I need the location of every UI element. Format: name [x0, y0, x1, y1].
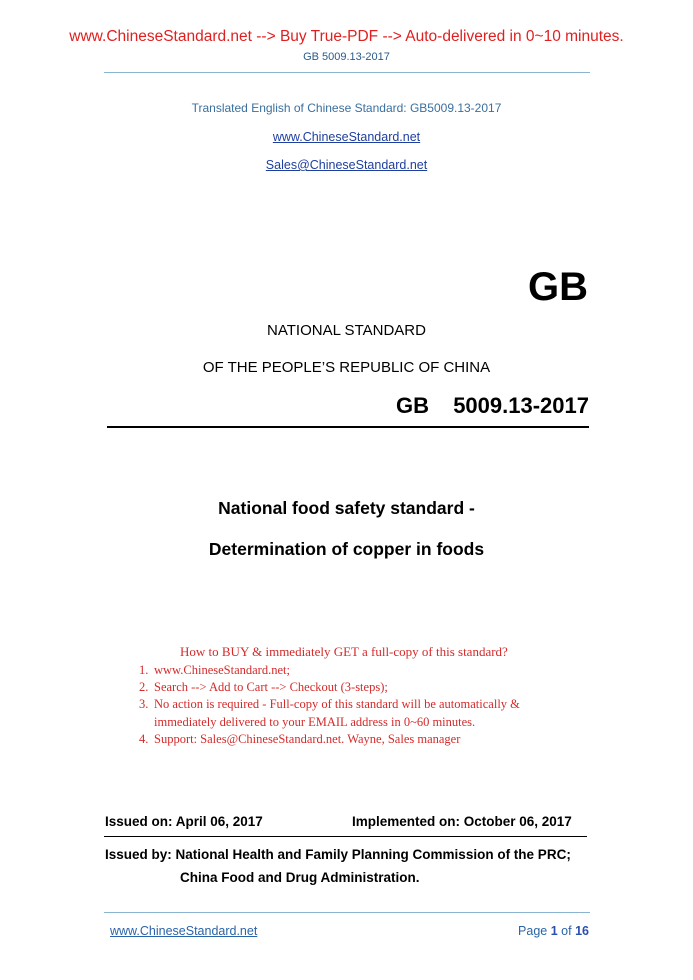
- purchase-step: 2. Search --> Add to Cart --> Checkout (3-steps);: [139, 680, 388, 695]
- implemented-on: Implemented on: October 06, 2017: [352, 814, 572, 829]
- purchase-step: immediately delivered to your EMAIL address in 0~60 minutes.: [154, 714, 476, 729]
- purchase-steps: [139, 662, 520, 748]
- email-link[interactable]: Sales@ChineseStandard.net: [265, 158, 428, 172]
- header-doc-code: GB 5009.13-2017: [303, 51, 390, 63]
- top-banner[interactable]: www.ChineseStandard.net --> Buy True-PDF --> Auto-delivered in 0~10 minutes.: [69, 28, 624, 45]
- prc-line: OF THE PEOPLE’S REPUBLIC OF CHINA: [202, 359, 491, 376]
- footer-website-link[interactable]: www.ChineseStandard.net: [110, 924, 258, 938]
- title-line-1: National food safety standard -: [218, 498, 475, 518]
- page-indicator: Page 1 of 16: [518, 924, 589, 938]
- national-standard-line: NATIONAL STANDARD: [267, 322, 426, 339]
- translation-line: Translated English of Chinese Standard: GB5009.13-2017: [191, 101, 502, 115]
- purchase-heading[interactable]: How to BUY & immediately GET a full-copy of this standard?: [180, 644, 508, 659]
- standard-number: GB 5009.13-2017: [395, 393, 589, 418]
- purchase-step: 4. Support: Sales@ChineseStandard.net. Wayne, Sales manager: [139, 731, 461, 746]
- issued-by-line-1: Issued by: National Health and Family Planning Commission of the PRC;: [105, 847, 571, 862]
- website-link[interactable]: www.ChineseStandard.net: [272, 130, 421, 144]
- purchase-step: 3. No action is required - Full-copy of this standard will be automatically &: [139, 697, 520, 712]
- title-divider: [107, 426, 589, 428]
- issued-by-line-2: China Food and Drug Administration.: [180, 870, 420, 885]
- title-line-2: Determination of copper in foods: [208, 539, 485, 559]
- gb-mark: GB: [528, 265, 588, 309]
- footer-divider: [104, 912, 590, 913]
- purchase-step: 1. www.ChineseStandard.net;: [139, 663, 290, 677]
- issued-on: Issued on: April 06, 2017: [105, 814, 263, 829]
- dates-divider: [104, 836, 587, 837]
- header-divider: [104, 72, 590, 73]
